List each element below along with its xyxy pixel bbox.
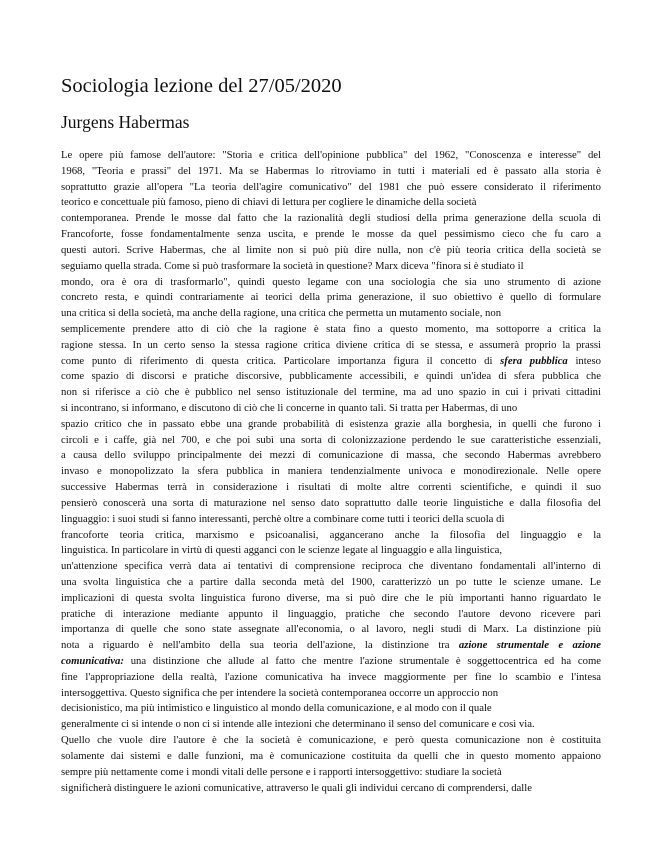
text-line: comunicativa: una distinzione che allude al fatto che mentre l'azione strumentale è soggettocentrica ed ha come [61, 655, 601, 667]
text-line: una svolta linguistica che a partire dalla seconda metà del 1900, caratterizzò un po tutte le scienze umane. Le [61, 575, 601, 588]
text-line: francoforte teoria critica, marxismo e psicoanalisi, aggancerano anche la filosofia del linguaggio e la [61, 528, 601, 541]
text-line: un'attenzione specifica verrà data ai tentativi di comprensione reciproca che diventano fondamentali all'interno di [61, 560, 601, 573]
text-line: pensierò conoscerà una sorta di maturazione nel senso dato soprattutto dalle teorie linguistiche e dalla filosofia del [61, 496, 601, 509]
text-line: Francoforte, fosse fondamentalmente senza uscita, e prende le mosse da quel pessimismo cieco che fu caro a [61, 228, 601, 241]
text-line: significherà distinguere le azioni comunicative, attraverso le quali gli individui cercano di comprendersi, dalle [61, 781, 532, 794]
page-title: Sociologia lezione del 27/05/2020 [61, 75, 342, 97]
text-line: linguaggio: i suoi studi si fanno interessanti, perchè oltre a combinare come tutti i teorici della scuola di [61, 512, 505, 525]
text-line: importanza di quelle che sono state assegnate all'economia, o al lavoro, negli studi di Marx. La distinzione più [61, 623, 601, 636]
text-line: Quello che vuole dire l'autore è che la società è comunicazione, e però questa comunicazione non è costituita [61, 734, 601, 747]
text-line: soprattutto grazie all'opera "La teoria dell'agire comunicativo" del 1981 che può essere considerato il riferimento [61, 180, 601, 193]
text-line: non si riferisce a ciò che è pubblico nel senso istituzionale del termine, ma ad uno spazio in cui i privati cittadini [61, 386, 601, 399]
text-line: pratiche di interazione mediante appunto il linguaggio, pratiche che secondo l'autore devono ricevere pari [61, 607, 601, 620]
text-line: invaso e monopolizzato la sfera pubblica in maniera tendenzialmente univoca e monodirezionale. Nelle opere [61, 465, 601, 478]
text-line: semplicemente prendere atto di ciò che la ragione è stata fino a questo momento, ma sottoporre a critica la [61, 322, 601, 335]
text-line: teorico e concettuale più famoso, pieno di chiavi di lettura per cogliere le dinamiche della società [61, 196, 477, 209]
text-line: sempre più nettamente come i mondi vitali delle persone e i rapporti intersoggettivo: studiare la società [61, 765, 502, 778]
text-line: decisionistico, ma più intimistico e linguistico al mondo della comunicazione, e al modo con il quale [61, 702, 492, 715]
emphasized-term: azione strumentale e azione [458, 639, 602, 652]
text-line: intersoggettiva. Questo significa che per intendere la società contemporanea occorre un approccio non [61, 686, 499, 699]
text-line: solamente dai sistemi e dalle funzioni, ma è comunicazione costituita da quelli che in questo momento appaiono [61, 749, 601, 762]
text-line: mondo, ora è ora di trasformarlo", quindi questo legame con una sociologia che sia uno strumento di azione [61, 275, 601, 288]
text-line: 1968, "Teoria e prassi" del 1971. Ma se Habermas lo ritroviamo in tutti i materiali ed è passato alla storia è [61, 164, 601, 177]
text-line: si incontrano, si informano, e discutono di ciò che li concerne in quanto tali. Si tratta per Habermas, di uno [61, 402, 518, 414]
text-line: Le opere più famose dell'autore: "Storia e critica dell'opinione pubblica" del 1962, "Conoscenza e interesse" del [61, 149, 601, 161]
text-line: fine l'appropriazione della realtà, l'azione comunicativa ha invece maggiormente per fine lo scambio e l'intesa [61, 670, 601, 683]
text-line: implicazioni di questa svolta linguistica furono diverse, ma si può dire che le più importanti hanno riguardato le [61, 591, 601, 604]
text-line: contemporanea. Prende le mosse dal fatto che la razionalità degli studiosi della prima generazione della scuola di [61, 212, 601, 225]
text-line: come spazio di discorsi e pratiche discorsive, pubblicamente accessibili, e quindi un'idea di sfera pubblica che [61, 370, 601, 383]
body-text [61, 148, 601, 796]
text-line: concreto resta, e quindi contrariamente ai teorici della prima generazione, il suo obiettivo è quello di formulare [61, 291, 601, 304]
text-line: come punto di riferimento di questa critica. Particolare importanza figura il concetto di sfera pubblica inteso [61, 354, 601, 367]
text-line: generalmente ci si intende o non ci si intende alle intezioni che determinano il senso del comunicare e così via. [61, 718, 535, 731]
text-line: nota a riguardo è nell'ambito della sua teoria dell'azione, la distinzione tra azione strumentale e azione [61, 639, 602, 652]
text-line: a causa dello sviluppo principalmente dei mezzi di comunicazione di massa, che secondo Habermas avrebbero [61, 449, 601, 462]
emphasized-term: comunicativa: [61, 655, 124, 667]
text-line: circoli e i caffe, già nel 700, e che poi subì una sorta di colonizzazione perdendo le sue caratteristiche essenziali, [61, 433, 601, 446]
text-line: successive Habermas terrà in considerazione i risultati di molte altre correnti scientifiche, e quindi il suo [61, 481, 601, 494]
text-line: seguiamo quella strada. Come si può trasformare la società in questione? Marx diceva "finora si è studiato il [61, 259, 524, 272]
emphasized-term: sfera pubblica [500, 354, 568, 367]
text-line: questi autori. Scrive Habermas, che al limite non si può più dire nulla, non c'è più teoria critica della società se [61, 243, 601, 256]
text-line: una critica si della società, ma anche della ragione, una critica che permetta un mutamento sociale, non [61, 307, 502, 320]
text-line: linguistica. In particolare in virtù di questi agganci con le scienze legate al linguaggio e alla linguistica, [61, 544, 503, 557]
text-line: spazio critico che in passato ebbe una grande probabilità di esistenza grazie alla borghesia, in quelli che furono i [61, 417, 601, 430]
section-heading: Jurgens Habermas [61, 112, 190, 132]
text-line: ragione stessa. In un certo senso la stessa ragione critica diviene critica di se stessa, e assumerà proprio la prassi [61, 338, 601, 351]
